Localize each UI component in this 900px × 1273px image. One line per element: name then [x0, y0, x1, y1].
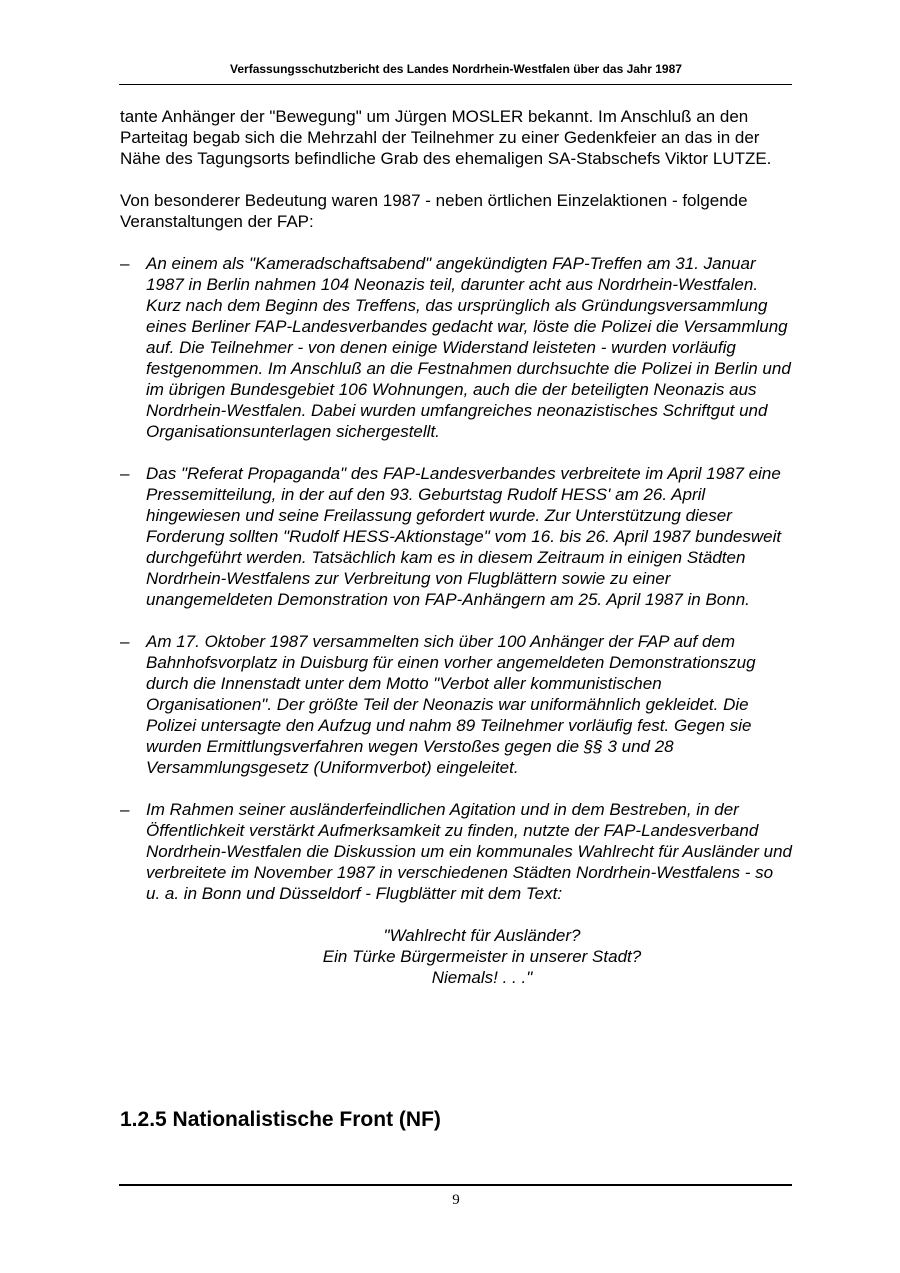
- list-item: [120, 631, 792, 778]
- list-item: [120, 253, 792, 442]
- dash-marker: –: [120, 800, 130, 819]
- dash-marker: –: [120, 464, 130, 483]
- list-item-text: Am 17. Oktober 1987 versammelten sich über 100 Anhänger der FAP auf dem Bahnhofsvorplatz in Duisburg für einen vorher angemeldeten Demonstrationszug durch die Innenstadt unter dem Motto "Verbot aller kommunistischen Organisationen". Der größte Teil der Neonazis war uniformähnlich gekleidet. Die Polizei untersagte den Aufzug und nahm 89 Teilnehmer vorläufig fest. Gegen sie wurden Ermittlungsverfahren wegen Verstoßes gegen die §§ 3 und 28 Versammlungsgesetz (Uniformverbot) eingeleitet.: [146, 632, 756, 777]
- dash-marker: –: [120, 254, 130, 273]
- list-item-text: Im Rahmen seiner ausländerfeindlichen Agitation und in dem Bestreben, in der Öffentlichkeit verstärkt Aufmerksamkeit zu finden, nutzte der FAP-Landesverband Nordrhein-Westfalen die Diskussion um ein kommunales Wahlrecht für Ausländer und verbreitete im November 1987 in verschiedenen Städten Nordrhein-Westfalens - so u. a. in Bonn und Düsseldorf - Flugblätter mit dem Text:: [146, 800, 792, 903]
- quote-line: Ein Türke Bürgermeister in unserer Stadt?: [322, 947, 642, 966]
- dash-marker: –: [120, 632, 130, 651]
- event-list: [120, 253, 792, 988]
- page-number: 9: [452, 1192, 460, 1208]
- list-item-text: Das "Referat Propaganda" des FAP-Landesverbandes verbreitete im April 1987 eine Pressemitteilung, in der auf den 93. Geburtstag Rudolf HESS' am 26. April hingewiesen und seine Freilassung gefordert wurde. Zur Unterstützung dieser Forderung sollten "Rudolf HESS-Aktionstage" vom 16. bis 26. April 1987 bundesweit durchgeführt werden. Tatsächlich kam es in diesem Zeitraum in einigen Städten Nordrhein-Westfalens zur Verbreitung von Flugblättern sowie zu einer unangemeldeten Demonstration von FAP-Anhängern am 25. April 1987 in Bonn.: [146, 464, 782, 609]
- paragraph: Von besonderer Bedeutung waren 1987 - neben örtlichen Einzelaktionen - folgende Veranstaltungen der FAP:: [120, 191, 748, 231]
- paragraph: tante Anhänger der "Bewegung" um Jürgen MOSLER bekannt. Im Anschluß an den Parteitag begab sich die Mehrzahl der Teilnehmer zu einer Gedenkfeier an das in der Nähe des Tagungsorts befindliche Grab des ehemaligen SA-Stabschefs Viktor LUTZE.: [120, 107, 772, 168]
- body-text: [120, 106, 792, 1009]
- running-header: Verfassungsschutzbericht des Landes Nordrhein-Westfalen über das Jahr 1987: [230, 62, 682, 76]
- list-item-text: An einem als "Kameradschaftsabend" angekündigten FAP-Treffen am 31. Januar 1987 in Berlin nahmen 104 Neonazis teil, darunter acht aus Nordrhein-Westfalen. Kurz nach dem Beginn des Treffens, das ursprünglich als Gründungsversammlung eines Berliner FAP-Landesverbandes gedacht war, löste die Polizei die Versammlung auf. Die Teilnehmer - von denen einige Widerstand leisteten - wurden vorläufig festgenommen. Im Anschluß an die Festnahmen durchsuchte die Polizei in Berlin und im übrigen Bundesgebiet 106 Wohnungen, auch die der beteiligten Neonazis aus Nordrhein-Westfalen. Dabei wurden umfangreiches neonazistisches Schriftgut und Organisationsunterlagen sichergestellt.: [146, 254, 791, 441]
- quote-line: "Wahlrecht für Ausländer?: [383, 926, 581, 945]
- quote-line: Niemals! . . .": [431, 968, 533, 987]
- section-heading: 1.2.5 Nationalistische Front (NF): [120, 1108, 441, 1131]
- list-item: [120, 799, 792, 988]
- header-rule: [119, 84, 792, 85]
- footer-rule: [119, 1184, 792, 1186]
- list-item: [120, 463, 792, 610]
